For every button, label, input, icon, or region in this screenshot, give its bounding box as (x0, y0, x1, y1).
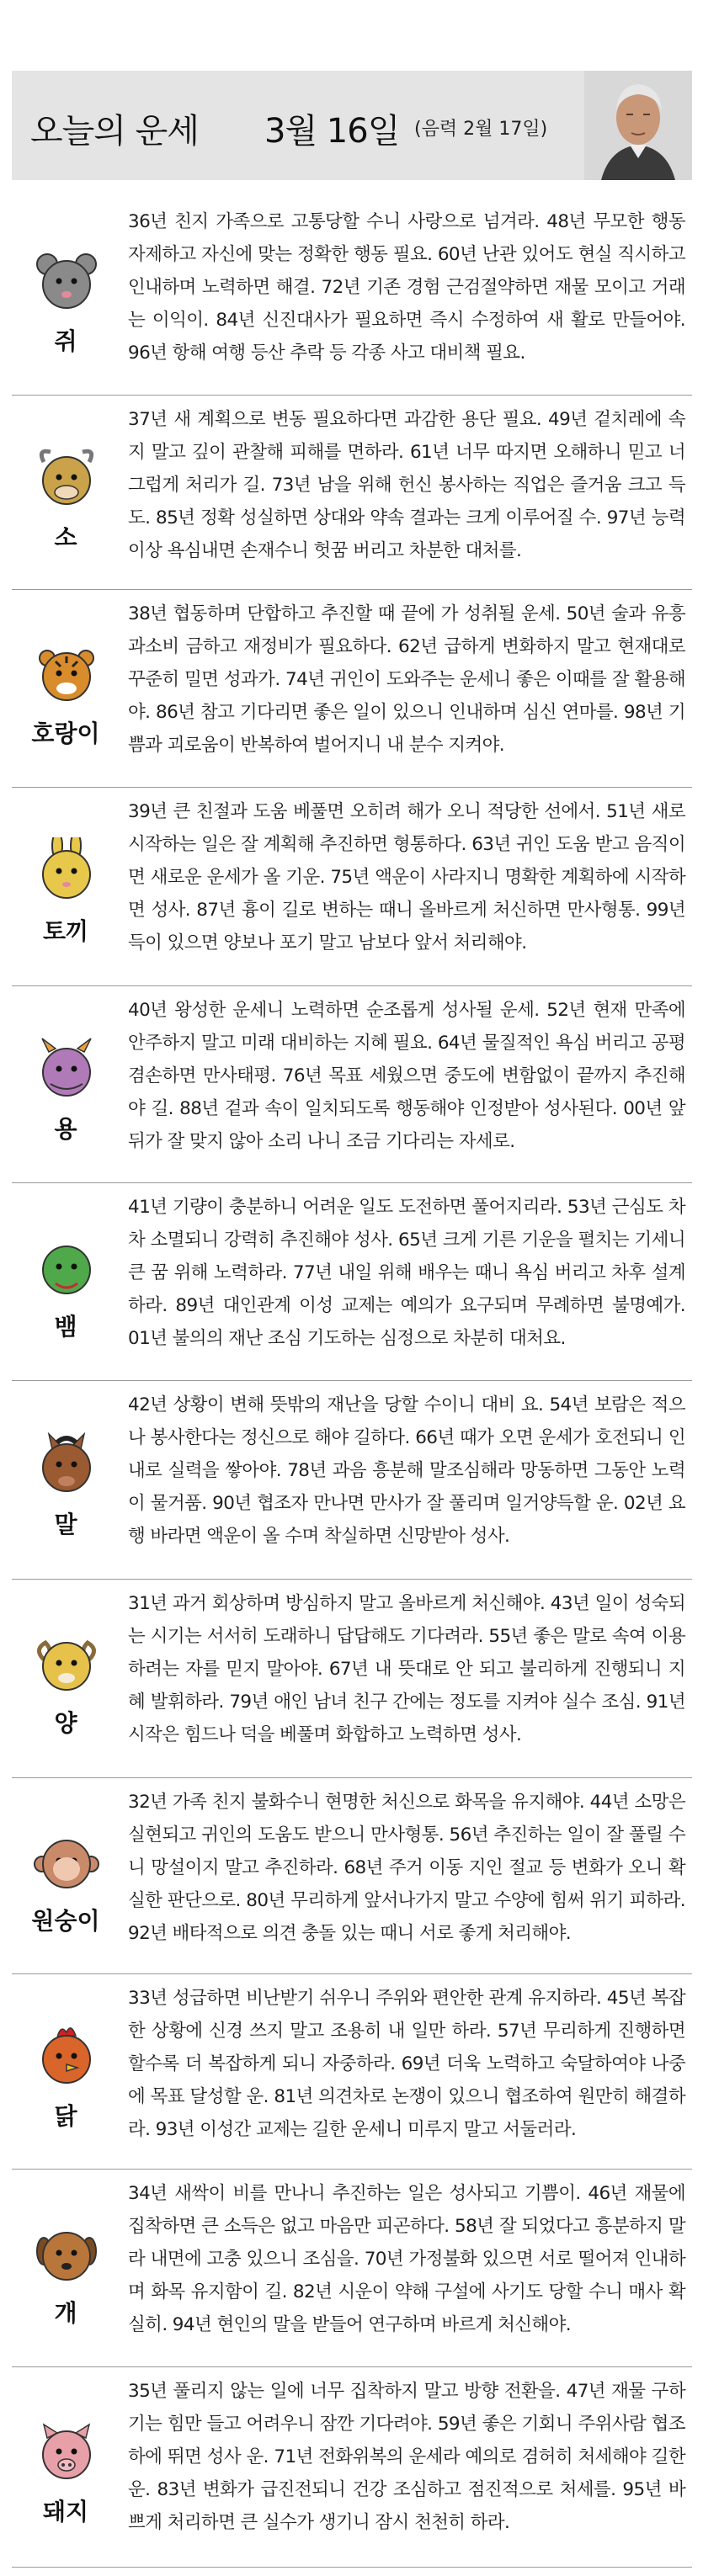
page-title: 오늘의 운세 (30, 112, 199, 151)
monkey-icon (32, 1827, 101, 1896)
zodiac-row (12, 197, 692, 396)
zodiac-name: 돼지 (42, 2498, 89, 2526)
fortune-text: 40년 왕성한 운세니 노력하면 순조롭게 성사될 운세. 52년 현재 만족에 안주하지 말고 미래 대비하는 지혜 필요. 64년 물질적인 욕심 버리고 공평 겸손하면 만사태평. 76년 목표 세웠으면 중도에 변함없이 끝까지 추진해야 길. 88년 겉과 속이 일치되도록 행동해야 인정받아 성사된다. 00년 앞뒤가 잘 맞지 않아 소리 나니 조금 기다리는 자세로. (128, 1000, 685, 1152)
zodiac-animal (12, 2366, 120, 2567)
fortune-text: 36년 친지 가족으로 고통당할 수니 사랑으로 넘겨라. 48년 무모한 행동 자제하고 자신에 맞는 정확한 행동 필요. 60년 난관 있어도 현실 직시하고 인내하며 노력하면 해결. 72년 기존 경험 근검절약하면 재물 모이고 거래는 이익이. 84년 신진대사가 필요하면 즉시 수정하여 새 활로 만들어야. 96년 항해 여행 등산 추락 등 각종 사고 대비책 필요. (128, 211, 685, 364)
dragon-icon (32, 1035, 101, 1104)
fortune-text: 37년 새 계획으로 변동 필요하다면 과감한 용단 필요. 49년 겉치레에 속지 말고 깊이 관찰해 피해를 면하라. 61년 너무 따지면 오해하니 믿고 너그럽게 처리가 길. 73년 남을 위해 헌신 봉사하는 직업은 즐거움 크고 득도. 85년 정확 성실하면 상대와 약속 결과는 크게 이루어질 수. 97년 능력 이상 욕심내면 손재수니 헛꿈 버리고 차분한 대처를. (128, 409, 685, 561)
rat-icon (32, 247, 101, 316)
snake-icon (32, 1233, 101, 1302)
zodiac-row (12, 1777, 692, 1974)
zodiac-name: 개 (54, 2298, 77, 2327)
zodiac-name: 용 (54, 1115, 77, 1143)
fortune-text: 35년 풀리지 않는 일에 너무 집착하지 말고 방향 전환을. 47년 재물 구하기는 힘만 들고 어려우니 잠깐 기다려야. 59년 좋은 기회니 주위사람 협조하에 뛰면 성사 운. 71년 전화위복의 운세라 예의로 겸허히 처세해야 길한 운. 83년 변화가 급진전되니 건강 조심하고 점진적으로 처세를. 95년 바쁘게 처리하면 큰 실수가 생기니 잠시 천천히 하라. (128, 2381, 685, 2533)
zodiac-animal (12, 1182, 120, 1380)
zodiac-name: 호랑이 (31, 719, 100, 747)
solar-date: 3월 16일 (264, 112, 400, 151)
zodiac-name: 원숭이 (31, 1906, 100, 1935)
zodiac-row (12, 2366, 692, 2568)
tiger-icon (32, 640, 101, 709)
zodiac-animal (12, 1973, 120, 2169)
dog-icon (32, 2219, 101, 2288)
zodiac-animal (12, 1380, 120, 1579)
zodiac-row (12, 1973, 692, 2170)
fortune-text: 42년 상황이 변해 뜻밖의 재난을 당할 수이니 대비 요. 54년 보람은 적으나 봉사한다는 정신으로 해야 길하다. 66년 때가 오면 운세가 호전되니 인내로 실력을 쌓아야. 78년 과음 흥분해 말조심해라 망동하면 그동안 노력이 물거품. 90년 협조자 만나면 만사가 잘 풀리며 일거양득할 운. 02년 요행 바라면 액운이 올 수며 착실하면 신망받아 성사. (128, 1394, 685, 1547)
fortune-text: 38년 협동하며 단합하고 추진할 때 끝에 가 성취될 운세. 50년 술과 유흥 과소비 금하고 재정비가 필요하다. 62년 급하게 변화하지 말고 현재대로 꾸준히 밀면 성과가. 74년 귀인이 도와주는 운세니 좋은 이때를 잘 활용해야. 86년 참고 기다리면 좋은 일이 있으니 인내하며 심신 연마를. 98년 기쁨과 괴로움이 반복하여 벌어지니 내 분수 지켜야. (128, 603, 685, 756)
zodiac-animal (12, 985, 120, 1182)
fortune-text: 41년 기량이 충분하니 어려운 일도 도전하면 풀어지리라. 53년 근심도 차차 소멸되니 강력히 추진해야 성사. 65년 크게 기른 기운을 펼치는 기세니 큰 꿈 위해 노력하라. 77년 내일 위해 배우는 때니 욕심 버리고 차후 설계하라. 89년 대인관계 이성 교제는 예의가 요구되며 무례하면 불명예가. 01년 불의의 재난 조심 기도하는 심정으로 차분히 대처요. (128, 1197, 685, 1349)
zodiac-animal (12, 2169, 120, 2366)
fortune-text: 32년 가족 친지 불화수니 현명한 처신으로 화목을 유지해야. 44년 소망은 실현되고 귀인의 도움도 받으니 만사형통. 56년 추진하는 일이 잘 풀릴 수니 망설이지 말고 추진하라. 68년 주거 이동 지인 절교 등 변화가 오니 확실한 판단으로. 80년 무리하게 앞서나가지 말고 수양에 힘써 위기 피하라. 92년 배타적으로 의견 충돌 있는 때니 서로 좋게 처리해야. (128, 1792, 685, 1944)
zodiac-name: 말 (54, 1511, 77, 1538)
zodiac-name: 쥐 (54, 327, 77, 355)
horse-icon (32, 1431, 101, 1500)
zodiac-row (12, 2169, 692, 2367)
lunar-date: (음력 2월 17일) (414, 119, 548, 140)
zodiac-animal (12, 787, 120, 985)
zodiac-name: 뱀 (54, 1312, 77, 1341)
rabbit-icon (32, 837, 101, 906)
author-portrait (584, 71, 692, 180)
zodiac-animal (12, 589, 120, 787)
zodiac-row (12, 787, 692, 986)
zodiac-row (12, 1380, 692, 1580)
fortune-text: 39년 큰 친절과 도움 베풀면 오히려 해가 오니 적당한 선에서. 51년 새로 시작하는 일은 잘 계획해 추진하면 형통하다. 63년 귀인 도움 받고 음직이면 새로운 운세가 올 기운. 75년 액운이 사라지니 명확한 계획하에 시작하면 성사. 87년 흉이 길로 변하는 때니 올바르게 처신하면 만사형통. 99년 득이 있으면 양보나 포기 말고 남보다 앞서 처리해야. (128, 801, 685, 953)
rooster-icon (32, 2022, 101, 2091)
zodiac-animal (12, 395, 120, 589)
zodiac-row (12, 589, 692, 788)
zodiac-row (12, 985, 692, 1183)
pig-icon (32, 2418, 101, 2487)
zodiac-animal (12, 1777, 120, 1973)
zodiac-name: 양 (54, 1709, 77, 1737)
zodiac-name: 닭 (54, 2102, 77, 2130)
fortune-text: 34년 새싹이 비를 만나니 추진하는 일은 성사되고 기쁨이. 46년 재물에 집착하면 큰 소득은 없고 마음만 피곤하다. 58년 잘 되었다고 흥분하지 말라 내면에 고충 있으니 조심을. 70년 가정불화 있으면 서로 떨어져 인내하며 화목 유지함이 길. 82년 시운이 약해 구설에 사기도 당할 수니 매사 확실히. 94년 현인의 말을 받들어 연구하며 바르게 처신해야. (128, 2183, 685, 2335)
zodiac-name: 토끼 (42, 917, 89, 945)
fortune-text: 31년 과거 회상하며 방심하지 말고 올바르게 처신해야. 43년 일이 성숙되는 시기는 서서히 도래하니 답답해도 기다려라. 55년 좋은 말로 속여 이용하려는 자를 믿지 말아야. 67년 내 뜻대로 안 되고 불리하게 진행되니 지혜 발휘하라. 79년 애인 남녀 친구 간에는 정도를 지켜야 실수 조심. 91년 시작은 힘드나 덕을 베풀며 화합하고 노력하면 성사. (128, 1593, 685, 1745)
zodiac-animal (12, 197, 120, 395)
sheep-icon (32, 1629, 101, 1698)
ox-icon (32, 443, 101, 513)
zodiac-animal (12, 1579, 120, 1777)
zodiac-row (12, 1579, 692, 1778)
zodiac-name: 소 (54, 523, 77, 551)
zodiac-row (12, 395, 692, 590)
zodiac-row (12, 1182, 692, 1381)
header (12, 71, 692, 180)
fortune-text: 33년 성급하면 비난받기 쉬우니 주위와 편안한 관계 유지하라. 45년 복잡한 상황에 신경 쓰지 말고 조용히 내 일만 하라. 57년 무리하게 진행하면 할수록 더 복잡하게 되니 자중하라. 69년 더욱 노력하고 숙달하여야 나중에 목표 달성할 운. 81년 의견차로 논쟁이 있으니 협조하여 원만히 해결하라. 93년 이성간 교제는 길한 운세니 미루지 말고 서둘러라. (128, 1988, 685, 2140)
